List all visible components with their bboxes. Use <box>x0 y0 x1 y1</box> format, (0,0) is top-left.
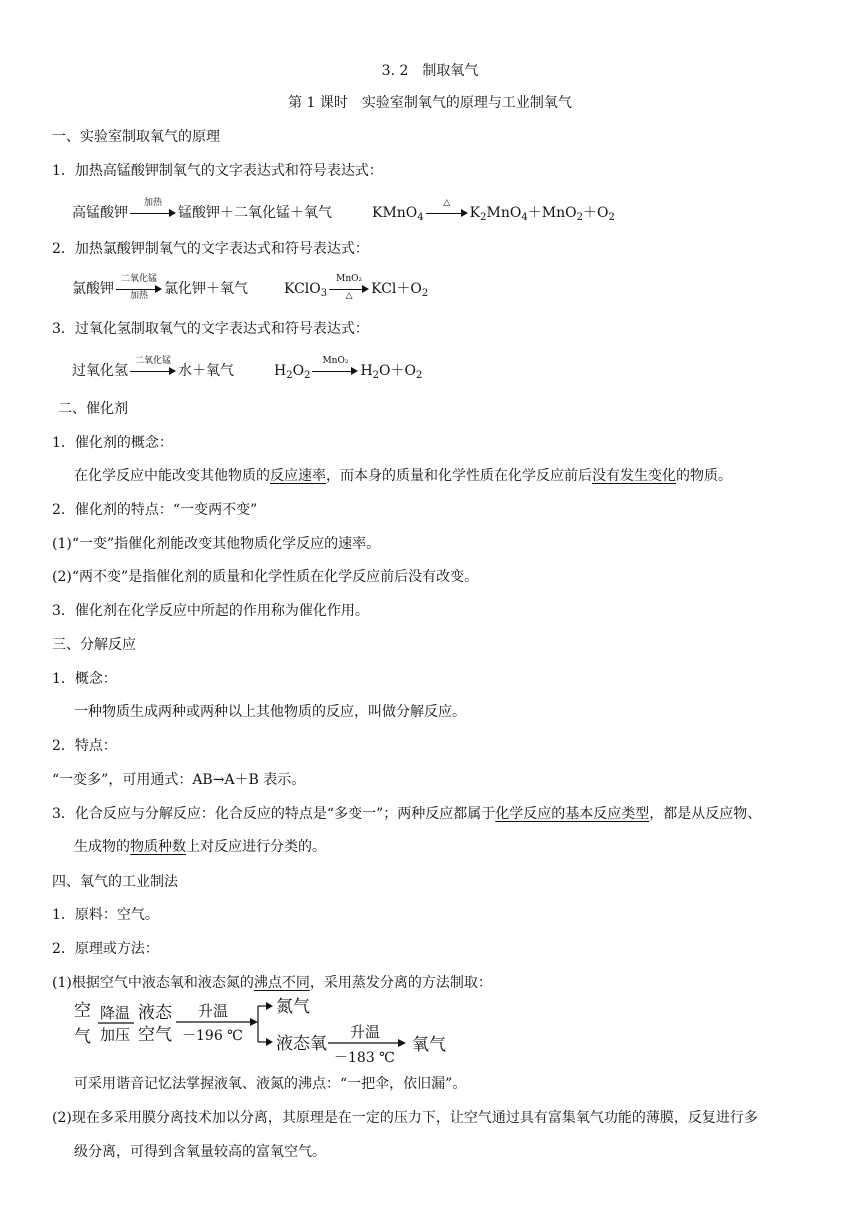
eq1-sym-reactant: KMnO <box>372 205 418 221</box>
section1-item1: 1．加热高锰酸钾制氧气的文字表达式和符号表达式： <box>52 163 383 179</box>
catalyst-definition <box>74 467 732 485</box>
section-heading-2: 二、催化剂 <box>58 401 128 417</box>
eq1-word-condition: 加热 <box>143 198 162 208</box>
diagram-out-oxygen: 氧气 <box>412 1035 446 1055</box>
eq3-sym-p1b: O＋O <box>379 363 417 379</box>
eq1-sym-p2-sub: 2 <box>576 212 583 223</box>
diagram-liquid-oxygen: 液态氧 <box>276 1034 327 1054</box>
item3-text-c: 生成物的 <box>74 839 130 855</box>
arrow-icon <box>130 356 176 380</box>
decomposition-feature: “一变多”，可用通式：AB→A＋B 表示。 <box>52 772 306 788</box>
eq2-word-products: 氯化钾＋氧气 <box>164 281 248 297</box>
section4-item2-2-line2: 级分离，可得到含氧量较高的富氧空气。 <box>74 1144 326 1160</box>
item3-underlined-2: 物质种数 <box>130 839 186 855</box>
catalyst-def-c: 的物质。 <box>676 468 732 484</box>
eq2-sym-reactant: KClO <box>284 281 321 297</box>
eq1-sym-p1b-sub: 4 <box>521 212 528 223</box>
eq1-sym-p1: K <box>469 205 481 221</box>
eq1-sym-p3: ＋O <box>582 205 609 221</box>
eq1-sym-p3-sub: 2 <box>608 212 615 223</box>
equation-kclo3-symbol <box>284 274 429 301</box>
section2-item2: 2．催化剂的特点：“一变两不变” <box>52 502 258 518</box>
eq3-sym-condition: MnO₂ <box>322 356 349 366</box>
catalyst-def-a: 在化学反应中能改变其他物质的 <box>74 468 270 484</box>
item3-text-a: 3．化合反应与分解反应：化合反应的特点是“多变一”；两种反应都属于 <box>52 806 496 822</box>
section4-item2-2-line1: (2)现在多采用膜分离技术加以分离，其原理是在一定的压力下，让空气通过具有富集氧气功能的薄膜，反复进行多 <box>52 1110 758 1126</box>
eq1-sym-p1b: MnO <box>486 205 522 221</box>
arrow-icon <box>426 198 468 222</box>
arrow-icon <box>312 356 358 380</box>
section-heading-4: 四、氧气的工业制法 <box>52 874 178 890</box>
diagram-step2-below: －196 ℃ <box>182 1028 243 1044</box>
page-subtitle: 第 1 课时 实验室制氧气的原理与工业制氧气 <box>288 95 572 111</box>
equation-kmno4-symbol <box>372 198 615 223</box>
arrow-icon <box>116 274 162 301</box>
section2-item1: 1．催化剂的概念： <box>52 435 173 451</box>
section3-item1: 1．概念： <box>52 671 117 687</box>
diagram-liquid-air-top: 液态 <box>138 1003 172 1023</box>
arrow-icon <box>398 1039 406 1047</box>
section2-item3: 3．催化剂在化学反应中所起的作用称为催化作用。 <box>52 603 369 619</box>
section1-item3: 3．过氧化氢制取氧气的文字表达式和符号表达式： <box>52 321 369 337</box>
section3-item2: 2．特点： <box>52 738 117 754</box>
diagram-step1-below: 加压 <box>100 1026 131 1044</box>
eq2-sym-cond-above: MnO₂ <box>336 274 363 284</box>
air-separation-diagram <box>70 996 470 1066</box>
eq1-word-products: 锰酸钾＋二氧化锰＋氧气 <box>178 205 332 221</box>
eq1-sym-p1-sub: 2 <box>480 212 487 223</box>
section4-item1: 1．原料：空气。 <box>52 907 159 923</box>
arrow-icon <box>266 1038 273 1046</box>
section4-item2-1 <box>52 974 492 992</box>
diagram-step1-above: 降温 <box>100 1004 131 1022</box>
diagram-step3-above: 升温 <box>350 1023 381 1041</box>
diagram-air-top: 空 <box>74 1001 91 1021</box>
item3-underlined-1: 化学反应的基本反应类型 <box>495 806 650 822</box>
eq2-word-reactant: 氯酸钾 <box>72 281 114 297</box>
equation-kmno4-word <box>72 198 332 222</box>
decomposition-definition: 一种物质生成两种或两种以上其他物质的反应，叫做分解反应。 <box>74 704 466 720</box>
section-heading-3: 三、分解反应 <box>52 637 136 653</box>
eq3-sym-reactant-b-sub: 2 <box>304 370 311 381</box>
eq2-sym-cond-below: △ <box>345 291 353 301</box>
catalyst-def-b: ，而本身的质量和化学性质在化学反应前后 <box>326 468 592 484</box>
eq2-word-cond-above: 二氧化锰 <box>120 274 157 284</box>
diagram-out-nitrogen: 氮气 <box>276 997 310 1017</box>
eq2-sym-p1-sub: 2 <box>421 288 429 299</box>
section2-item2-1: (1)“一变”指催化剂能改变其他物质化学反应的速率。 <box>52 536 381 552</box>
item2-1-text-a: (1)根据空气中液态氧和液态氮的 <box>52 975 254 991</box>
eq3-word-reactant: 过氧化氢 <box>72 363 128 379</box>
diagram-air-bottom: 气 <box>74 1027 91 1047</box>
catalyst-def-underlined-1: 反应速率 <box>270 468 326 484</box>
eq2-word-cond-below: 加热 <box>129 291 148 301</box>
memory-tip: 可采用谐音记忆法掌握液氧、液氮的沸点：“一把伞，依旧漏”。 <box>74 1076 467 1092</box>
eq3-sym-p1-sub: 2 <box>372 370 380 381</box>
eq1-sym-reactant-sub: 4 <box>417 212 424 223</box>
eq1-word-reactant: 高锰酸钾 <box>72 205 128 221</box>
page-title: 3. 2 制取氧气 <box>381 63 479 79</box>
item2-1-underlined: 沸点不同 <box>253 975 310 991</box>
eq1-sym-p2: ＋MnO <box>527 205 577 221</box>
section1-item2: 2．加热氯酸钾制氧气的文字表达式和符号表达式： <box>52 241 369 257</box>
arrow-icon <box>130 198 176 222</box>
eq1-sym-condition: △ <box>443 198 451 208</box>
diagram-step3-below: －183 ℃ <box>334 1050 395 1066</box>
item3-text-b: ，都是从反应物、 <box>649 806 762 822</box>
equation-h2o2-symbol <box>274 356 423 381</box>
diagram-step2-above: 升温 <box>198 1002 229 1020</box>
eq3-word-condition: 二氧化锰 <box>134 356 171 366</box>
diagram-liquid-air-bottom: 空气 <box>138 1025 172 1045</box>
eq3-sym-p1: H <box>360 363 373 379</box>
section4-item2: 2．原理或方法： <box>52 941 159 957</box>
item3-text-d: 上对反应进行分类的。 <box>186 839 326 855</box>
equation-kclo3-word <box>72 274 248 301</box>
catalyst-def-underlined-2: 没有发生变化 <box>592 468 676 484</box>
arrow-icon <box>266 1002 273 1010</box>
eq3-sym-reactant-sub: 2 <box>286 370 293 381</box>
item2-1-text-b: ，采用蒸发分离的方法制取： <box>309 975 492 991</box>
section-heading-1: 一、实验室制取氧气的原理 <box>52 129 220 145</box>
section3-item3-line1 <box>52 805 761 823</box>
eq3-sym-p1b-sub: 2 <box>416 370 423 381</box>
arrow-icon <box>329 274 369 301</box>
section2-item2-2: (2)“两不变”是指催化剂的质量和化学性质在化学反应前后没有改变。 <box>52 569 479 585</box>
arrow-icon <box>250 1018 258 1026</box>
eq2-sym-reactant-sub: 3 <box>320 288 328 299</box>
section3-item3-line2 <box>74 838 326 856</box>
eq2-sym-p1: KCl＋O <box>371 281 422 297</box>
eq3-sym-reactant-b: O <box>292 363 305 379</box>
eq3-word-products: 水＋氧气 <box>178 363 234 379</box>
eq3-sym-reactant: H <box>274 363 287 379</box>
equation-h2o2-word <box>72 356 234 380</box>
